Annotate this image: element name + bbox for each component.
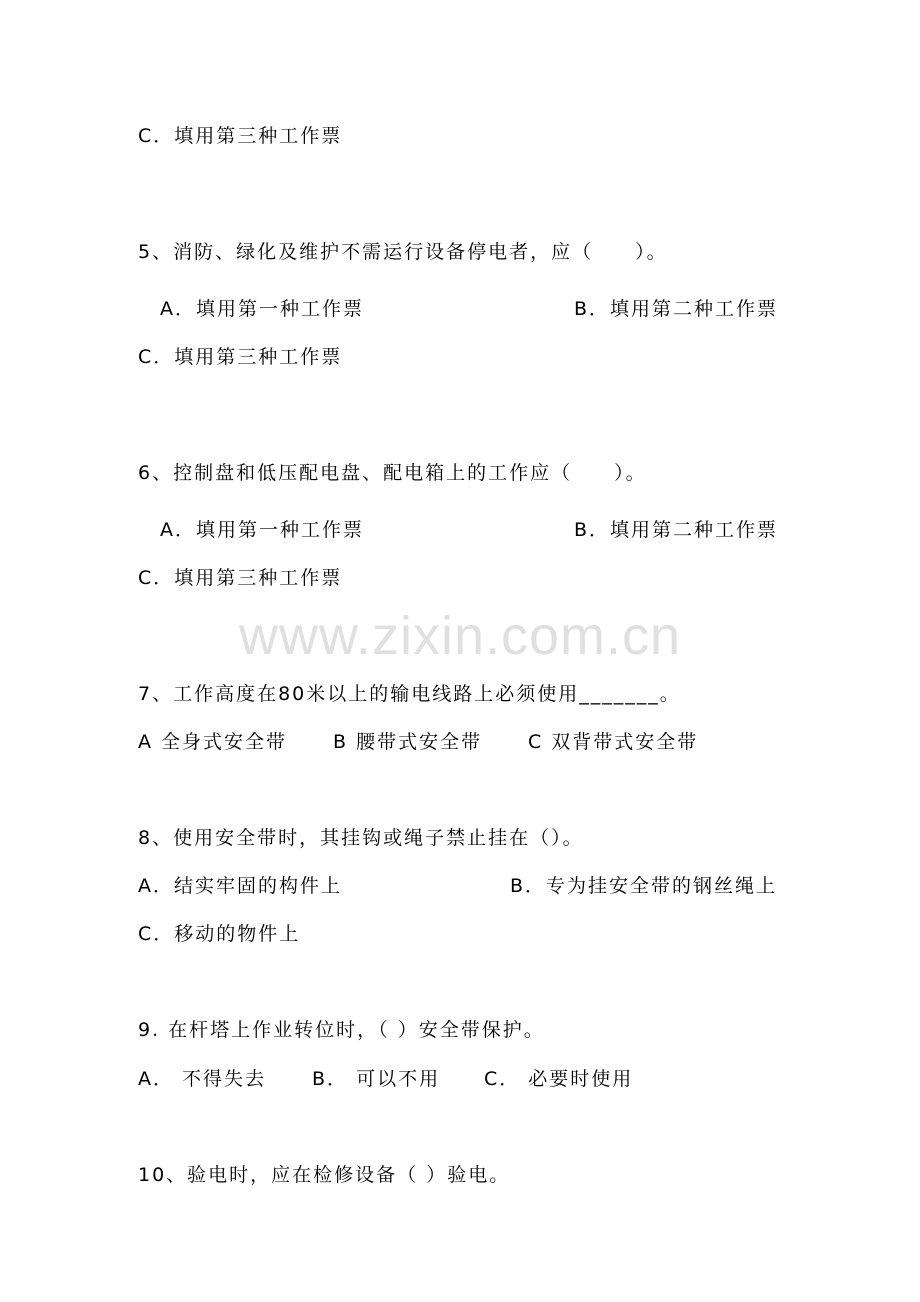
- q5-option-a: A．填用第一种工作票: [160, 298, 364, 320]
- q9-stem: 9. 在杆塔上作业转位时，（ ）安全带保护。: [138, 1019, 545, 1041]
- q7-option-b: B 腰带式安全带: [333, 731, 483, 753]
- q6-option-c: C．填用第三种工作票: [138, 567, 343, 589]
- q6-option-b: B．填用第二种工作票: [574, 519, 779, 541]
- q5-option-b: B．填用第二种工作票: [574, 298, 779, 320]
- q9-option-a: A． 不得失去: [138, 1068, 267, 1090]
- watermark: www.zixin.com.cn: [238, 606, 682, 666]
- q8-option-b: B．专为挂安全带的钢丝绳上: [510, 875, 778, 897]
- q10-stem: 10、验电时，应在检修设备（ ）验电。: [138, 1164, 511, 1186]
- q5-option-c: C．填用第三种工作票: [138, 346, 343, 368]
- q9-option-b: B． 可以不用: [312, 1068, 441, 1090]
- q6-stem: 6、控制盘和低压配电盘、配电箱上的工作应（ ）。: [138, 462, 647, 484]
- q8-option-c: C．移动的物件上: [138, 923, 301, 945]
- q6-option-a: A．填用第一种工作票: [160, 519, 364, 541]
- q9-option-c: C． 必要时使用: [484, 1068, 634, 1090]
- q5-stem: 5、消防、绿化及维护不需运行设备停电者，应（ ）。: [138, 241, 668, 263]
- q8-option-a: A．结实牢固的构件上: [138, 875, 342, 897]
- q7-option-c: C 双背带式安全带: [528, 731, 699, 753]
- q7-option-a: A 全身式安全带: [138, 731, 288, 753]
- q7-stem: 7、工作高度在80米以上的输电线路上必须使用_______。: [138, 683, 681, 705]
- q8-stem: 8、使用安全带时，其挂钩或绳子禁止挂在（）。: [138, 827, 584, 849]
- q4-option-c: C．填用第三种工作票: [138, 125, 343, 147]
